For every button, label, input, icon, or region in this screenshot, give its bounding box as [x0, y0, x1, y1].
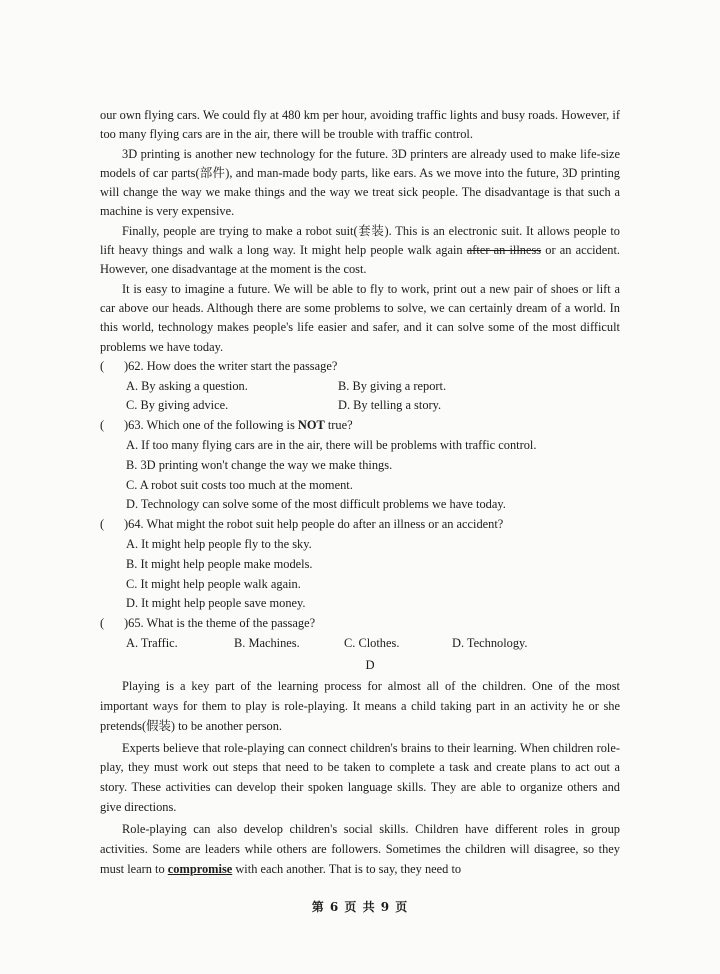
question-63-option-b: B. 3D printing won't change the way we make things.: [126, 457, 393, 472]
passage-c-paragraph-1: our own flying cars. We could fly at 480 km per hour, avoiding traffic lights and busy roads. However, if too many flying cars are in the air, there will be trouble with traffic control.: [100, 108, 620, 142]
passage-d-paragraph-1: Playing is a key part of the learning process for almost all of the children. One of the most important ways for them to play is role-playing. It means a child taking part in an activity he or she pretends(假装) to be another person.: [100, 678, 620, 733]
exam-page: [100, 106, 620, 880]
answer-bracket: (: [100, 517, 105, 532]
question-62-stem: )62. How does the writer start the passage?: [124, 358, 338, 373]
question-64: [100, 515, 620, 535]
section-heading-d: D: [365, 657, 375, 672]
paragraph-3-text-b: or an accident. However, one disadvantage at the moment is the cost.: [100, 243, 620, 277]
question-64-stem: )64. What might the robot suit help people do after an illness or an accident?: [124, 517, 504, 532]
question-64-option-d: D. It might help people save money.: [126, 596, 306, 611]
passage-c-paragraph-2: 3D printing is another new technology for the future. 3D printers are already used to make life-size models of car parts(部件), and man-made body parts, like ears. As we move into the future, 3D printing will change the way we make things and the way we treat sick people. The disadvantage is that such a machine is very expensive.: [100, 146, 620, 219]
question-63-option-a: A. If too many flying cars are in the air, there will be problems with traffic control.: [126, 438, 537, 453]
question-63-option-d: D. Technology can solve some of the most difficult problems we have today.: [126, 497, 506, 512]
paragraph-3-text-a: Finally, people are trying to make a robot suit(套装). This is an electronic suit. It allows people to lift heavy things and walk a long way. It might help people walk again: [100, 223, 620, 258]
answer-bracket: (: [100, 418, 105, 433]
question-65-stem: )65. What is the theme of the passage?: [124, 616, 316, 631]
question-63-option-c: C. A robot suit costs too much at the moment.: [126, 477, 353, 492]
question-62-option-b: B. By giving a report.: [338, 378, 447, 393]
question-62-options-row-1: [100, 377, 620, 397]
question-62-options-row-2: [100, 396, 620, 416]
answer-bracket: (: [100, 358, 105, 373]
question-64-option-b: B. It might help people make models.: [126, 556, 313, 571]
passage-d: [100, 677, 620, 880]
struck-phrase: after an illness: [466, 243, 542, 258]
paragraph-3-text-a: Role-playing can also develop children's social skills. Children have different roles in group activities. Some are leaders while others are followers. Sometimes the children will disagree, so they must learn to: [100, 822, 620, 876]
passage-c-paragraph-3: [100, 222, 620, 280]
question-65-option-c: C. Clothes.: [344, 636, 400, 651]
passage-d-paragraph-2: Experts believe that role-playing can connect children's brains to their learning. When children role-play, they must work out steps that need to be taken to complete a task and create plans to act out a story. These activities can develop their spoken language skills. They are able to organize others and give directions.: [100, 740, 620, 815]
answer-bracket: (: [100, 616, 105, 631]
question-65-option-d: D. Technology.: [452, 636, 528, 651]
question-65-option-a: A. Traffic.: [126, 636, 178, 651]
question-65-options: [100, 634, 620, 654]
question-63-not: NOT: [297, 418, 325, 433]
question-63-stem-b: true?: [324, 418, 353, 433]
page-number-footer: 第 6 页 共 9 页: [311, 900, 409, 914]
question-62-option-a: A. By asking a question.: [126, 378, 248, 393]
passage-c-paragraph-4: It is easy to imagine a future. We will be able to fly to work, print out a new pair of shoes or lift a car above our heads. Although there are some problems to solve, we can certainly dream of a world. In this world, technology makes people's life easier and safer, and it can solve some of the most difficult problems we have today.: [100, 281, 620, 354]
question-64-option-a: A. It might help people fly to the sky.: [126, 537, 312, 552]
underlined-word: compromise: [167, 861, 233, 876]
question-65-option-b: B. Machines.: [234, 636, 300, 651]
paragraph-3-text-b: with each another. That is to say, they need to: [232, 861, 462, 876]
question-63: [100, 416, 620, 436]
question-62: [100, 357, 620, 377]
question-63-stem-a: )63. Which one of the following is: [124, 418, 298, 433]
passage-d-paragraph-3: [100, 820, 620, 880]
question-62-option-c: C. By giving advice.: [126, 398, 229, 413]
question-62-option-d: D. By telling a story.: [338, 398, 442, 413]
question-65: [100, 614, 620, 634]
question-64-option-c: C. It might help people walk again.: [126, 576, 301, 591]
